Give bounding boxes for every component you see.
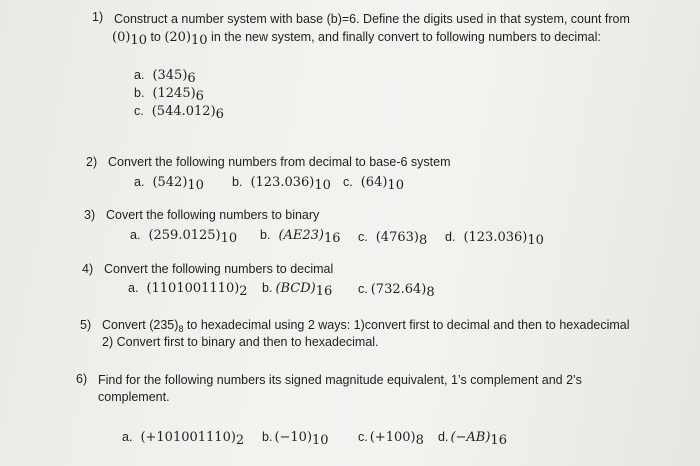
q3-text: Covert the following numbers to binary [106, 208, 320, 222]
q1-text-line2: $(0)_{10}$ to $(20)_{10}$ in the new system, and finally convert to following numbers to decimal: [112, 30, 601, 48]
q6-item-b: b. $(-10)_{10}$ [262, 430, 329, 448]
q2-item-b: b. $(123.036)_{10}$ [232, 175, 331, 193]
q1-number: 1) [92, 10, 104, 24]
q6-item-d: d. $(-AB)_{16}$ [438, 430, 507, 448]
q3-item-b: b. $(AE23)_{16}$ [260, 228, 341, 246]
q6-text-line2: complement. [98, 390, 170, 404]
q4-item-b: b. $(BCD)_{16}$ [262, 281, 333, 299]
q5-number: 5) [80, 318, 92, 332]
q1-text-line1: Construct a number system with base (b)=6. Define the digits used in that system, count from [114, 12, 630, 26]
q2-item-a: a. $(542)_{10}$ [134, 175, 204, 193]
q2-number: 2) [86, 155, 98, 169]
q4-item-a: a. $(1101001110)_2$ [128, 281, 248, 299]
q4-item-c: c. $(732.64)_8$ [358, 282, 435, 300]
q3-item-d: d. $(123.036)_{10}$ [445, 230, 544, 248]
q1-item-c: c. $(544.012)_6$ [134, 104, 224, 122]
q6-number: 6) [76, 372, 88, 386]
q3-number: 3) [84, 208, 96, 222]
q5-text-line2: 2) Convert first to binary and then to hexadecimal. [102, 335, 379, 349]
q1-item-a: a. $(345)_6$ [134, 68, 196, 86]
q6-text-line1: Find for the following numbers its signed magnitude equivalent, 1’s complement and 2’s [98, 373, 582, 387]
q4-text: Convert the following numbers to decimal [104, 262, 334, 276]
q2-text: Convert the following numbers from decimal to base-6 system [108, 155, 451, 169]
q1-item-b: b. $(1245)_6$ [134, 86, 204, 104]
q3-item-c: c. $(4763)_8$ [358, 230, 428, 248]
q6-item-a: a. $(+101001110)_2$ [122, 430, 245, 448]
q5-text-line1: Convert $(235)_8$ to hexadecimal using 2 ways: 1)convert first to decimal and then to hexadecimal [102, 318, 630, 334]
q4-number: 4) [82, 262, 94, 276]
q6-item-c: c. $(+100)_8$ [358, 430, 424, 448]
q2-item-c: c. $(64)_{10}$ [343, 175, 404, 193]
q3-item-a: a. $(259.0125)_{10}$ [130, 228, 238, 246]
